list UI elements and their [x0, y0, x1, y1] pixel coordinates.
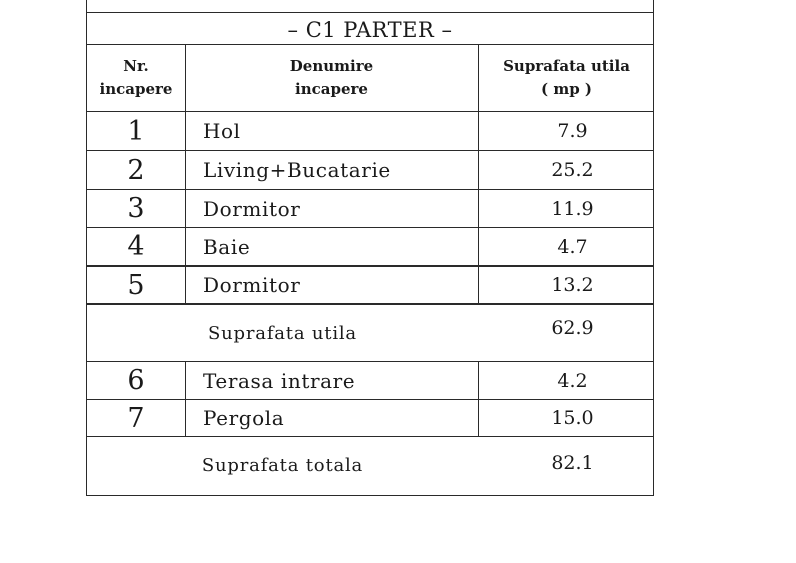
room-area: 15.0: [551, 407, 594, 429]
header-name: [185, 45, 478, 111]
room-area: 4.2: [557, 369, 588, 392]
room-area: 25.2: [551, 159, 594, 181]
room-area: 4.7: [557, 235, 588, 258]
header-name-line1: Denumire: [289, 56, 374, 75]
header-nr: [87, 45, 185, 111]
room-name: Hol: [203, 119, 241, 143]
room-nr: 1: [127, 115, 145, 147]
room-name: Dormitor: [203, 273, 301, 297]
header-area-line2: ( mp ): [541, 80, 592, 98]
room-name: Pergola: [203, 406, 285, 430]
rule-top: [87, 12, 653, 13]
room-name: Terasa intrare: [203, 368, 356, 393]
room-area: 7.9: [557, 120, 588, 142]
header-nr-line1: Nr.: [123, 56, 149, 75]
room-name: Baie: [203, 234, 251, 259]
room-nr: 4: [127, 231, 145, 262]
room-area: 13.2: [551, 274, 594, 296]
room-nr: 3: [127, 193, 145, 224]
room-area-table: [86, 0, 654, 496]
header-name-line2: incapere: [295, 80, 368, 98]
header-nr-line2: incapere: [99, 80, 173, 98]
header-area-line1: Suprafata utila: [503, 56, 630, 75]
room-name: Living+Bucatarie: [203, 158, 391, 182]
table-title: – C1 PARTER –: [287, 17, 453, 42]
room-name: Dormitor: [203, 196, 301, 221]
room-nr: 2: [127, 154, 145, 186]
total-area: 82.1: [551, 452, 594, 474]
subtotal-label: Suprafata utila: [208, 322, 357, 344]
room-nr: 7: [127, 402, 145, 434]
total-label: Suprafata totala: [201, 454, 364, 476]
room-area: 11.9: [551, 197, 594, 220]
room-nr: 6: [127, 365, 145, 396]
subtotal-area: 62.9: [551, 317, 594, 339]
header-area: [478, 45, 655, 111]
room-nr: 5: [127, 269, 145, 301]
